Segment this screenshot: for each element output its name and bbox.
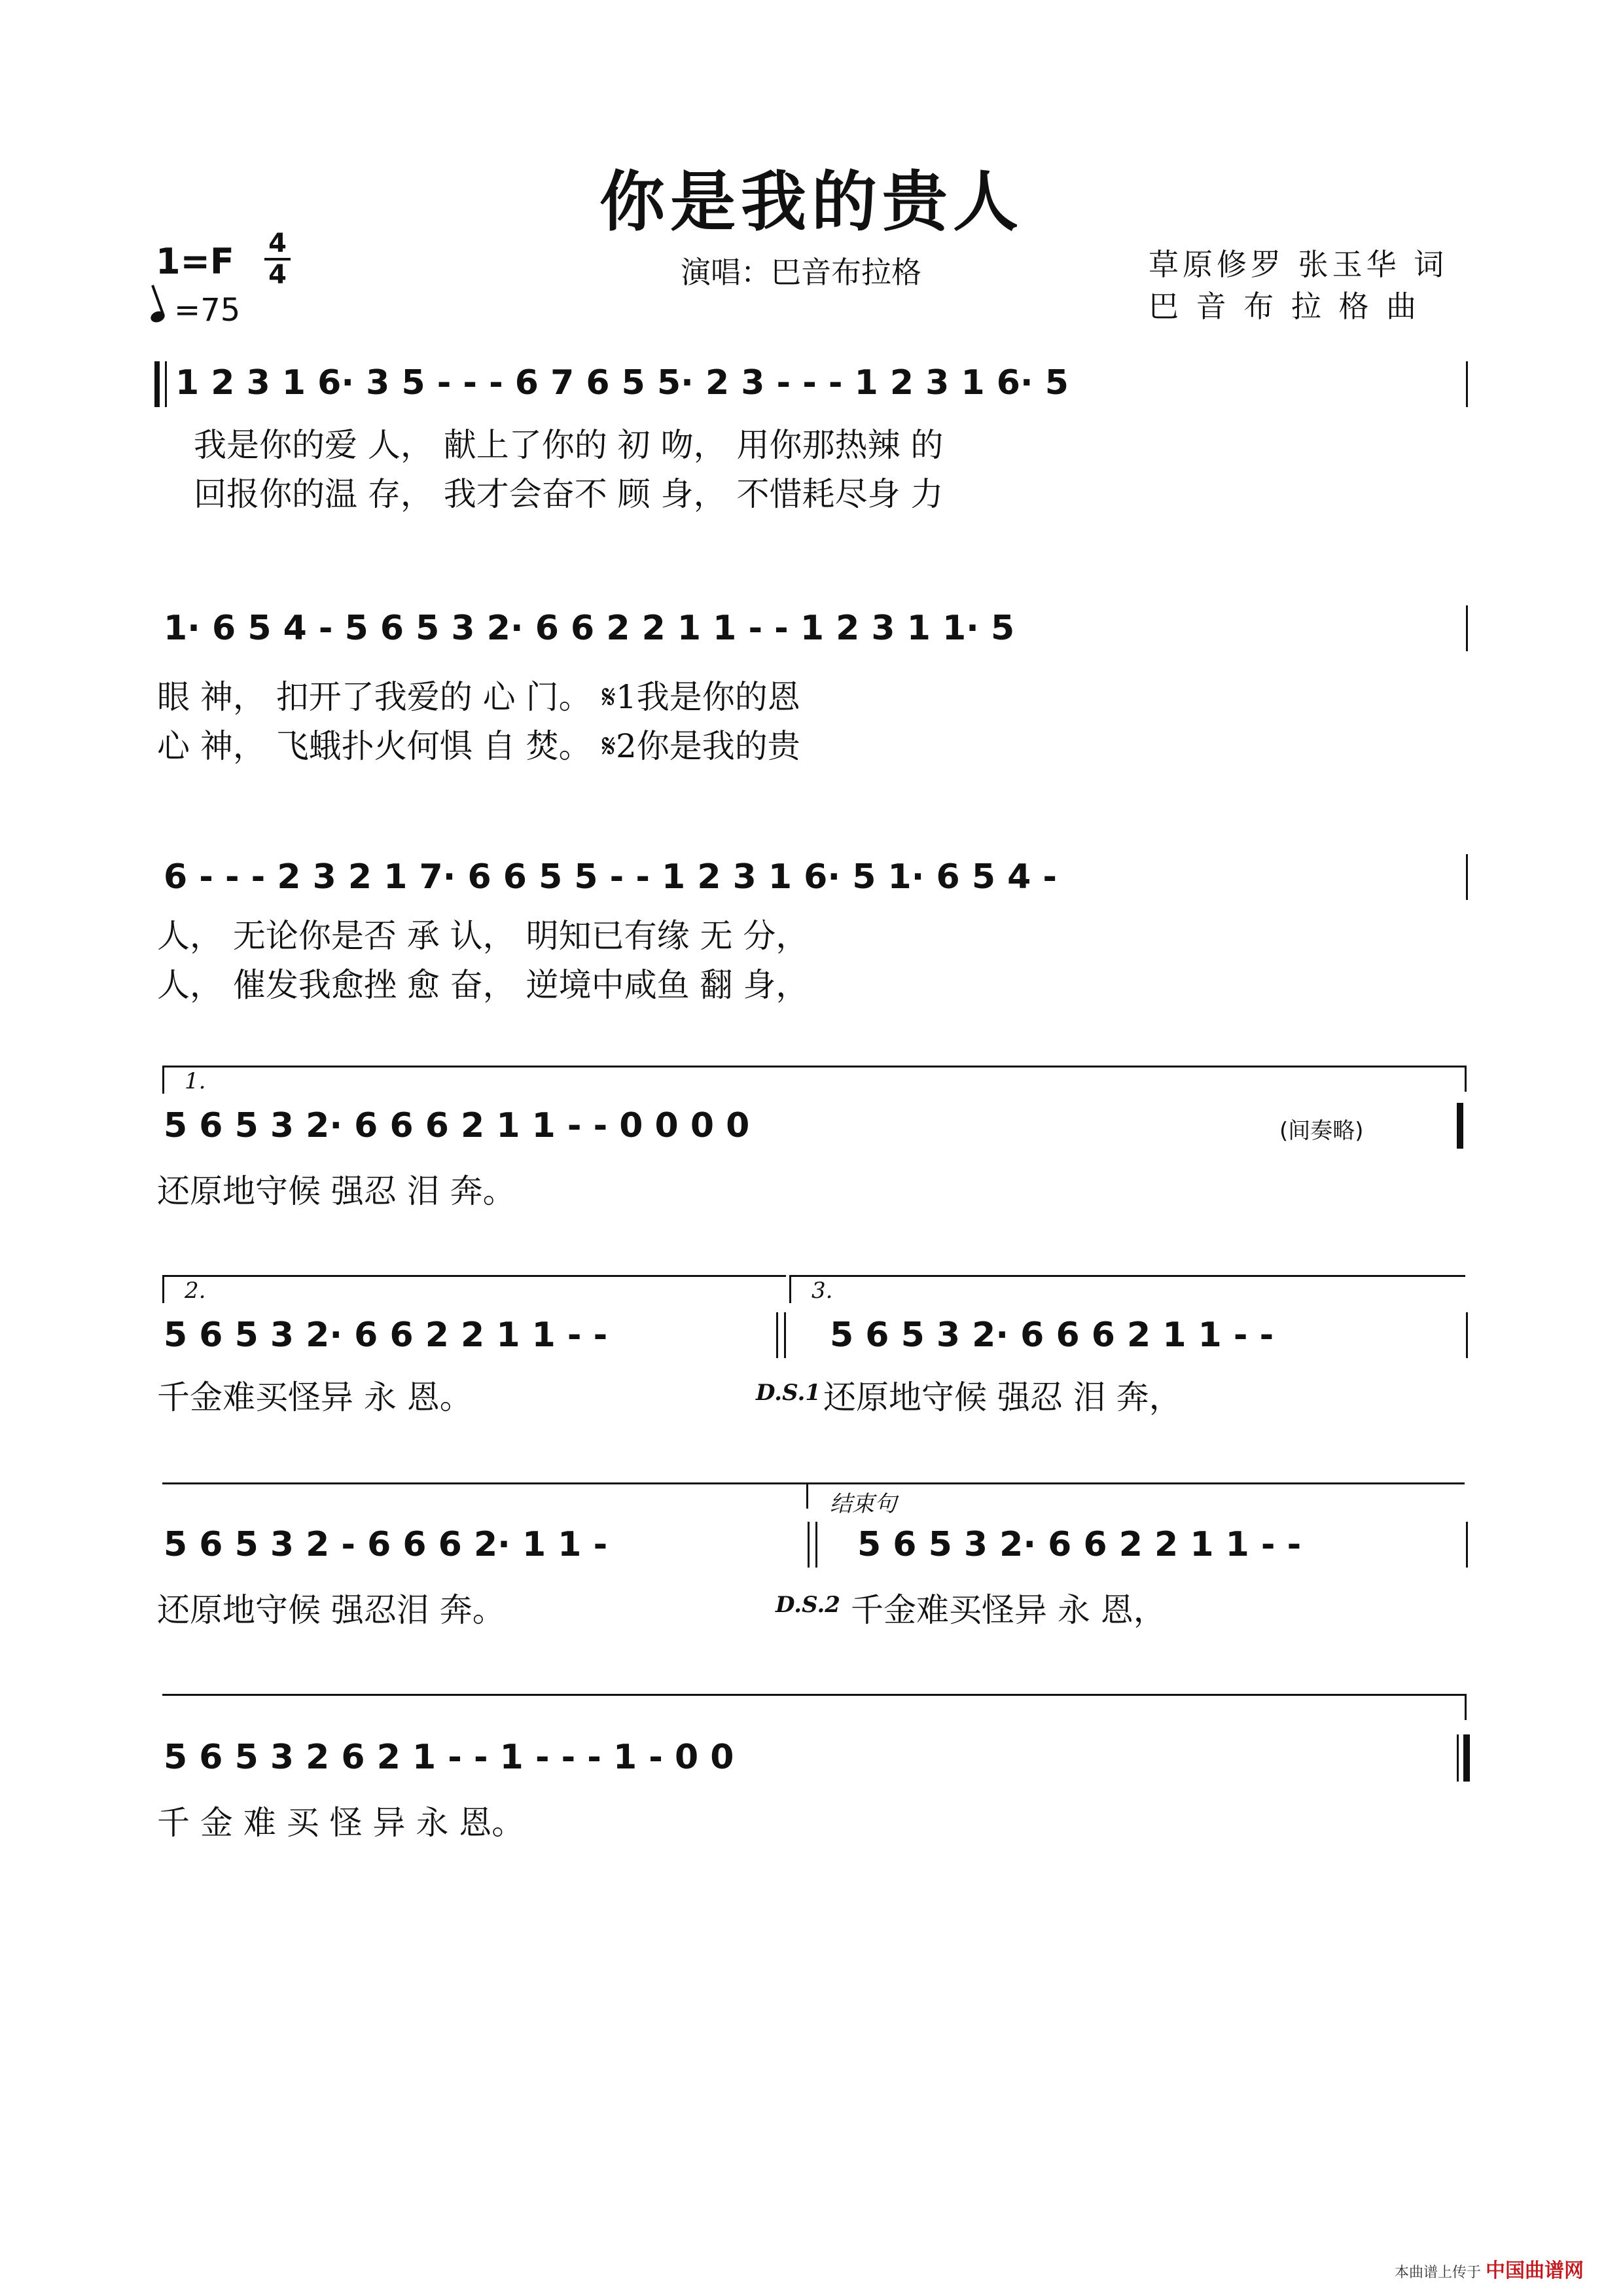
key-signature: 1=F xyxy=(156,241,234,282)
ds1-marking: D.S.1 xyxy=(756,1380,821,1406)
time-signature-top: 4 xyxy=(268,228,287,259)
system-line-7-top-end xyxy=(1465,1694,1467,1720)
coda-label: 结束句 xyxy=(830,1491,897,1517)
lyrics-line-4: 还原地守候 强忍 泪 奔。 xyxy=(157,1172,516,1210)
barline-end-line-3 xyxy=(1466,854,1468,900)
lyrics-line-2-verse-1: 眼 神， 扣开了我爱的 心 门。 𝄋1我是你的恩 xyxy=(157,678,800,716)
notes-line-6b: 5 6 5 3 2· 6 6 2 2 1 1 - - xyxy=(857,1525,1302,1564)
barline-end-line-5 xyxy=(1466,1312,1468,1358)
lyrics-line-1-verse-1: 我是你的爱 人， 献上了你的 初 吻， 用你那热辣 的 xyxy=(194,426,944,464)
tempo-value: =75 xyxy=(174,292,241,329)
upload-text: 本曲谱上传于 xyxy=(1394,2265,1481,2281)
time-signature xyxy=(264,230,291,288)
tempo-marking xyxy=(151,292,240,329)
lyrics-line-1-verse-2: 回报你的温 存， 我才会奋不 顾 身， 不惜耗尽身 力 xyxy=(194,475,944,513)
barline-end-line-1 xyxy=(1466,361,1468,407)
page-title: 你是我的贵人 xyxy=(599,163,1024,240)
volta-1-bracket-end xyxy=(1465,1066,1467,1092)
double-bar-line-6b xyxy=(815,1522,817,1568)
lyrics-line-3-verse-1: 人， 无论你是否 承 认， 明知已有缘 无 分， xyxy=(157,917,809,955)
notes-line-2: 1· 6 5 4 - 5 6 5 3 2· 6 6 2 2 1 1 - - 1 2 3 1 1· 5 xyxy=(164,609,1015,648)
singer-credit: 演唱：巴音布拉格 xyxy=(681,255,921,290)
final-thin-bar xyxy=(1457,1734,1459,1782)
lyrics-line-6b: 千金难买怪异 永 恩， xyxy=(851,1591,1166,1629)
volta-2-label: 2. xyxy=(185,1278,206,1304)
volta-3-label: 3. xyxy=(812,1278,833,1304)
ds2-marking: D.S.2 xyxy=(776,1592,840,1618)
interlude-note: (间奏略) xyxy=(1279,1118,1364,1144)
system-line-6-top xyxy=(162,1482,1465,1484)
volta-2-bracket xyxy=(162,1275,786,1303)
volta-3-bracket xyxy=(789,1275,1465,1303)
footer-watermark xyxy=(1395,2254,1584,2283)
repeat-start-thick-bar xyxy=(154,361,160,407)
final-thick-bar xyxy=(1463,1734,1470,1782)
notes-line-6a: 5 6 5 3 2 - 6 6 6 2· 1 1 - xyxy=(164,1525,608,1564)
lyrics-line-2-verse-2: 心 神， 飞蛾扑火何惧 自 焚。 𝄋2你是我的贵 xyxy=(157,727,800,765)
lyrics-line-7: 千 金 难 买 怪 异 永 恩。 xyxy=(157,1804,525,1842)
system-line-7-top xyxy=(162,1694,1465,1696)
coda-bracket-start xyxy=(806,1482,808,1509)
volta-1-bracket xyxy=(162,1066,1467,1094)
lyrics-line-6a: 还原地守候 强忍泪 奔。 xyxy=(157,1591,505,1629)
lyrics-line-5b: 还原地守候 强忍 泪 奔， xyxy=(823,1378,1182,1416)
notes-line-3: 6 - - - 2 3 2 1 7· 6 6 5 5 - - 1 2 3 1 6· 5 1· 6 5 4 - xyxy=(164,857,1057,897)
double-bar-line-5b xyxy=(784,1312,786,1358)
notes-line-7: 5 6 5 3 2 6 2 1 - - 1 - - - 1 - 0 0 xyxy=(164,1738,734,1777)
double-bar-line-6a xyxy=(808,1522,810,1568)
repeat-end-bar xyxy=(1457,1103,1463,1149)
lyricist-credit: 草原修罗 张玉华 词 xyxy=(1149,247,1448,282)
notes-line-1: 1 2 3 1 6· 3 5 - - - 6 7 6 5 5· 2 3 - - - 1 2 3 1 6· 5 xyxy=(175,363,1069,403)
notes-line-4: 5 6 5 3 2· 6 6 6 2 1 1 - - 0 0 0 0 xyxy=(164,1106,750,1145)
time-signature-bottom: 4 xyxy=(268,260,287,290)
repeat-start-thin-bar xyxy=(165,361,167,407)
notes-line-5a: 5 6 5 3 2· 6 6 2 2 1 1 - - xyxy=(164,1316,608,1355)
barline-end-line-6 xyxy=(1466,1522,1468,1568)
lyrics-line-3-verse-2: 人， 催发我愈挫 愈 奋， 逆境中咸鱼 翻 身， xyxy=(157,966,809,1004)
site-logo-text: 中国曲谱网 xyxy=(1486,2259,1584,2282)
composer-credit: 巴 音 布 拉 格 曲 xyxy=(1149,289,1421,324)
barline-end-line-2 xyxy=(1466,605,1468,651)
volta-1-label: 1. xyxy=(185,1068,206,1094)
double-bar-line-5a xyxy=(776,1312,778,1358)
lyrics-line-5a: 千金难买怪异 永 恩。 xyxy=(157,1378,473,1416)
quarter-note-icon xyxy=(149,310,166,325)
notes-line-5b: 5 6 5 3 2· 6 6 6 2 1 1 - - xyxy=(830,1316,1274,1355)
